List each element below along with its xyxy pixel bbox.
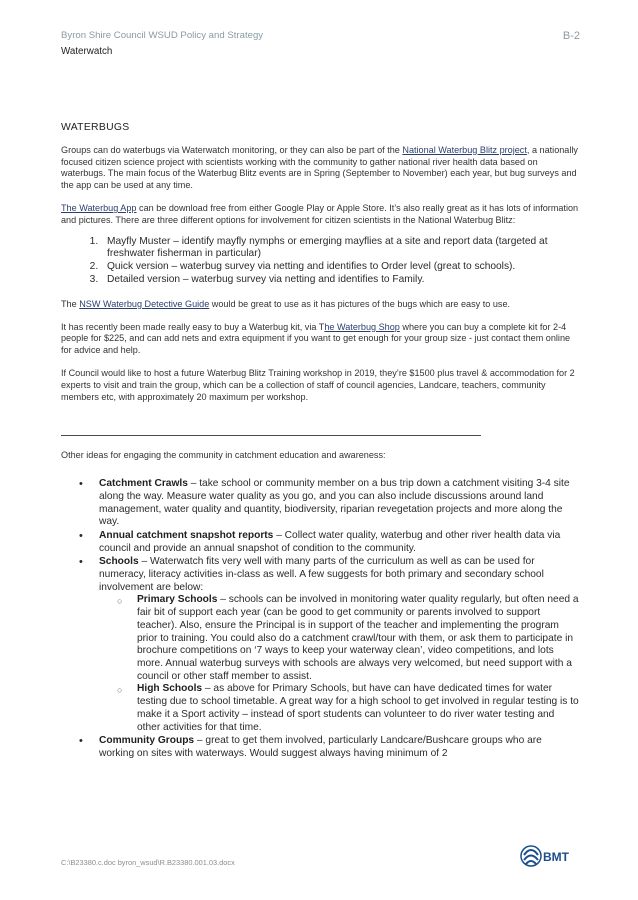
footer-file-path: C:\B23380.c.doc byron_wsud\R.B23380.001.03.docx [61,858,235,867]
paragraph-training-workshop: If Council would like to host a future Waterbug Blitz Training workshop in 2019, they’re $1500 plus travel & accommodation for 2 experts to visit and train the group, which can be a collection of staff of council agencies, Landcare, teachers, community members etc, with approximately 20 maximum per workshop. [61,367,575,402]
bmt-logo-text: BMT [543,850,569,864]
paragraph-blitz [61,145,579,192]
page-number: B-2 [562,30,580,42]
divider [61,435,481,436]
schools-sublist [99,594,579,734]
item-title: Annual catchment snapshot reports [99,529,274,541]
paragraph-text: Groups can do waterbugs via Waterwatch monitoring, or they can also be part of the [61,144,403,155]
item-title: Catchment Crawls [99,478,188,490]
list-item: 2. Quick version – waterbug survey via netting and identifies to Order level (great to schools). [101,261,579,274]
sub-list-item [99,594,579,683]
list-item [61,556,579,734]
section-title: Waterwatch [61,46,113,57]
paragraph-app [61,203,579,227]
list-item [61,530,579,555]
item-text: – great to get them involved, particularly Landcare/Bushcare groups who are working on sites with waterways. Would suggest always having minimum of 2 [99,735,542,759]
item-title: Community Groups [99,735,195,747]
item-text: – take school or community member on a bus trip down a catchment visiting 3-4 site along the way. Measure water quality as you go, and you can also include discussions around land management, water quality and quantity, biodiversity, riparian revegetation projects and more along the way. [99,478,570,528]
list-item: 3. Detailed version – waterbug survey via netting and identifies to Family. [101,274,579,287]
paragraph-text: The [61,298,80,309]
bullet-icon: • [79,735,83,748]
document-title: Byron Shire Council WSUD Policy and Strategy [61,30,264,41]
paragraph-waterbug-shop [61,322,579,357]
sub-item-title: High Schools [137,683,203,695]
sub-item-title: Primary Schools [137,594,218,606]
link-detective-guide[interactable]: NSW Waterbug Detective Guide [79,298,210,309]
sub-item-text: – as above for Primary Schools, but have can have dedicated times for water testing due to school timetable. A great way for a high school to get involved in regular testing is to make it a Sport activity – instead of sport students can volunteer to do river water testing and other activities for that time. [137,683,579,733]
bullet-icon: • [79,529,83,542]
list-item [61,478,579,529]
paragraph-text: would be great to use as it has pictures of the bugs which are easy to use. [209,298,511,309]
link-waterbug-shop[interactable]: he Waterbug Shop [324,321,400,332]
list-item: 1. Mayfly Muster – identify mayfly nymphs or emerging mayflies at a site and report data (targeted at freshwater fisherman in particular) [101,236,579,262]
paragraph-text: can be download free from either Google Play or Apple Store. It’s also really great as it has lots of information and pictures. There are three different options for involvement for citizen scientists in the National Waterbug Blitz: [61,202,579,225]
paragraph-text: where you can buy a complete kit for 2-4 people for $225, and can add nets and extra equipment if you want to get enough for your group size - just contact them online for advice and help. [61,321,571,356]
other-ideas-intro: Other ideas for engaging the community in catchment education and awareness: [61,450,386,461]
item-title: Schools [99,556,139,568]
bullet-icon: • [79,556,83,569]
list-item [61,735,579,760]
link-waterbug-app[interactable]: The Waterbug App [61,202,137,213]
circle-bullet-icon: ○ [117,685,123,696]
item-text: – Waterwatch fits very well with many parts of the curriculum as well as can be used for numeracy, literacy activities in-class as well. A few suggests for both primary and secondary school involvement are below: [99,556,544,593]
bullet-icon: • [79,478,83,491]
circle-bullet-icon: ○ [117,596,123,607]
sub-list-item [99,683,579,734]
waterbugs-heading: WATERBUGS [61,122,130,133]
sub-item-text: – schools can be involved in monitoring water quality regularly, but often need a fair bit of support each year (can be good to get community or parents involved to support teacher). Also, ensure the Principal is in support of the teacher and implementing the program prior to training. You could also do a catchment crawl/tour with them, or ask them to participate in brochure competitions on ‘7 ways to keep your waterway clean’, video competitions, and lots more. Annual waterbug surveys with schools are always very welcomed, but need support with a council or other staff member to assist. [137,594,579,682]
paragraph-detective-guide [61,299,579,311]
paragraph-text: , a nationally focused citizen science project with scientists working with the community to gather national river health data based on waterbugs. The main focus of the Waterbug Blitz events are in Spring (September to November) each year, but bug surveys and the app can be used at any time. [61,144,578,191]
paragraph-text: It has recently been made really easy to buy a Waterbug kit, via T [61,321,325,332]
link-national-waterbug-blitz[interactable]: National Waterbug Blitz project [402,144,527,155]
blitz-options-list [61,236,579,287]
ideas-list [61,478,579,760]
page-content [61,122,579,762]
item-text: – Collect water quality, waterbug and other river health data via council and provide an annual snapshot of condition to the community. [99,529,561,554]
